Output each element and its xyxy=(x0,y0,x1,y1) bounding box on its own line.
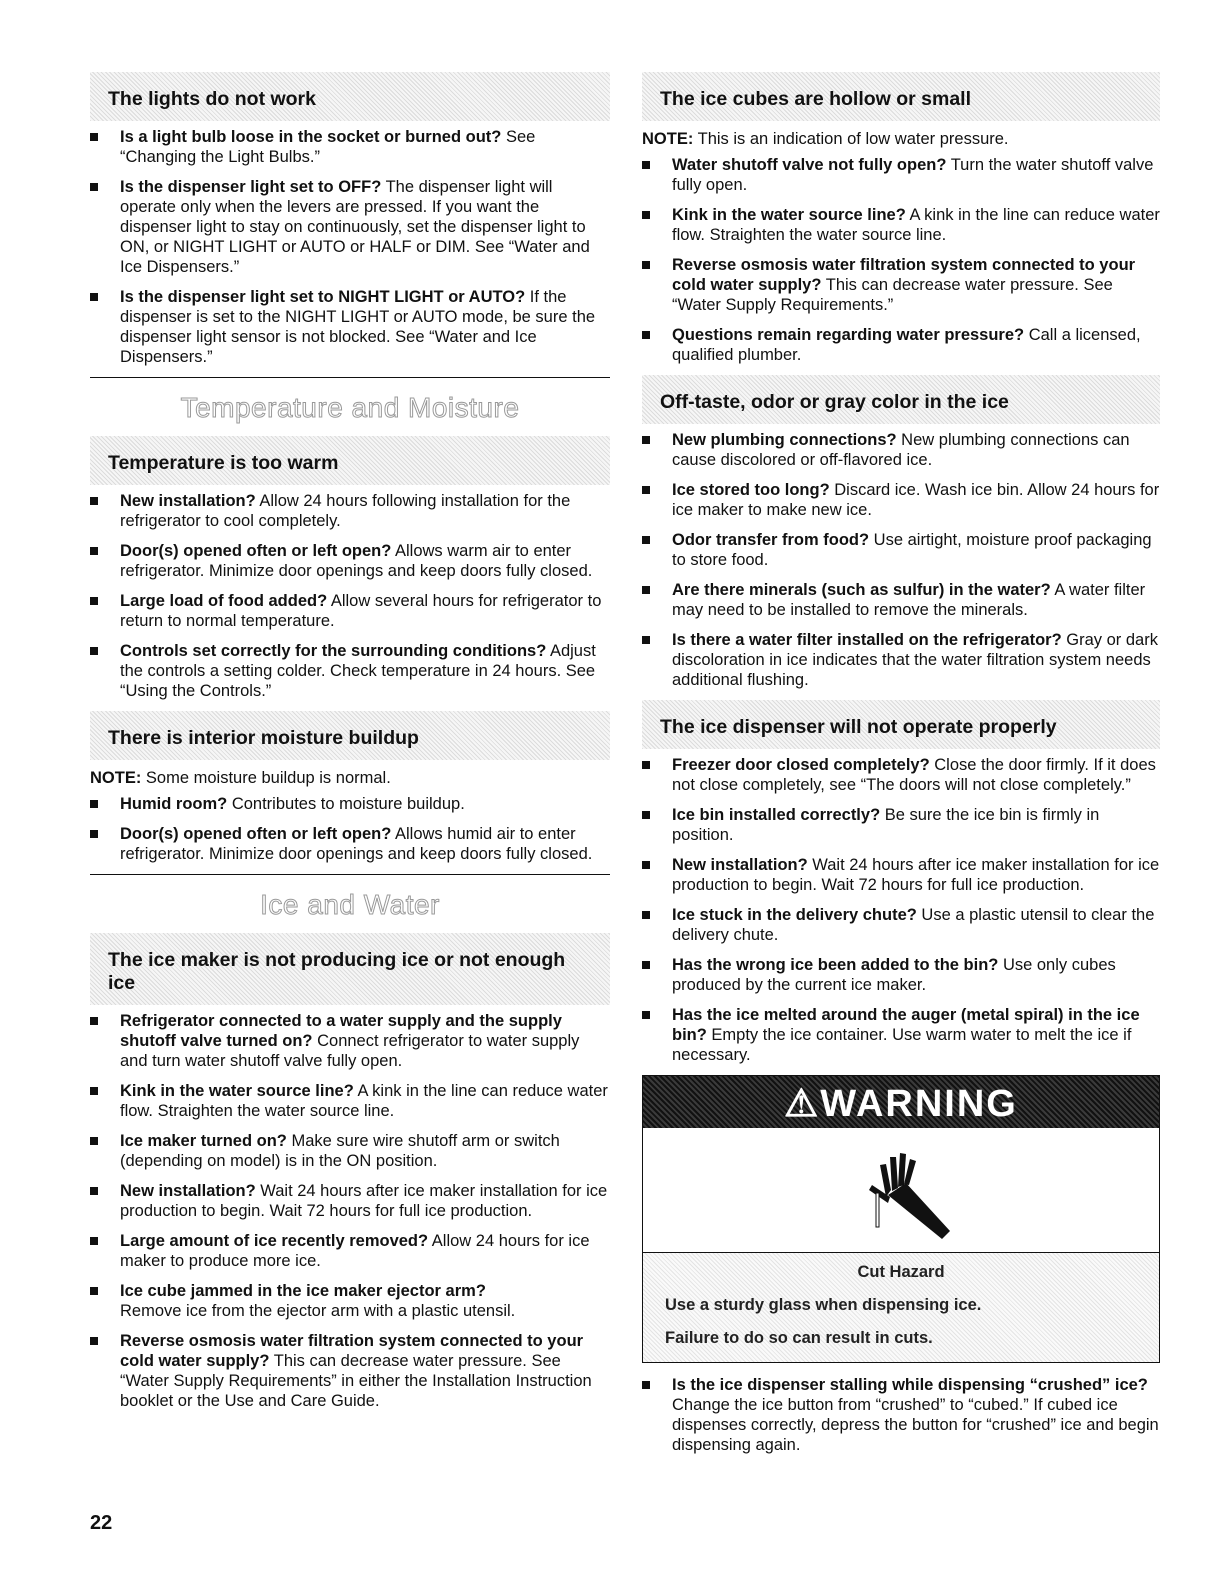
answer: Remove ice from the ejector arm with a plastic utensil. xyxy=(120,1302,516,1320)
question: Questions remain regarding water pressure? xyxy=(672,326,1025,344)
list-item xyxy=(90,1331,610,1411)
answer: New plumbing connections can cause discolored or off-flavored ice. xyxy=(672,431,1130,469)
answer: Allows warm air to enter refrigerator. Minimize door openings and keep doors fully closed. xyxy=(120,542,593,580)
list-temperature xyxy=(90,491,610,701)
section-heading xyxy=(90,72,610,121)
list-item xyxy=(642,805,1160,845)
answer: Make sure wire shutoff arm or switch (depending on model) is in the ON position. xyxy=(120,1132,560,1170)
list-item xyxy=(90,491,610,531)
question: New installation? xyxy=(672,856,808,874)
question: Kink in the water source line? xyxy=(672,206,906,224)
heading-temperature-warm: Temperature is too warm xyxy=(108,452,339,474)
section-heading xyxy=(90,711,610,760)
section-title-ice-water: Ice and Water xyxy=(90,874,610,929)
cut-hand-icon xyxy=(846,1135,956,1245)
list-item xyxy=(90,541,610,581)
section-heading xyxy=(90,436,610,485)
list-dispenser xyxy=(642,755,1160,1065)
list-item xyxy=(642,855,1160,895)
answer: Gray or dark discoloration in ice indicates that the water filtration system needs additional flushing. xyxy=(672,631,1158,689)
list-item xyxy=(90,177,610,277)
question: Humid room? xyxy=(120,795,228,813)
question: Is the ice dispenser stalling while dispensing “crushed” ice? xyxy=(672,1376,1148,1394)
warning-title: ⚠WARNING xyxy=(643,1076,1159,1128)
question: Ice stored too long? xyxy=(672,481,830,499)
note-label: NOTE: xyxy=(642,130,694,148)
answer: Allows humid air to enter refrigerator. Minimize door openings and keep doors fully closed. xyxy=(120,825,593,863)
answer: Connect refrigerator to water supply and turn water shutoff valve fully open. xyxy=(120,1032,580,1070)
question: Door(s) opened often or left open? xyxy=(120,825,392,843)
warning-box xyxy=(642,1075,1160,1363)
question: Refrigerator connected to a water supply and the supply shutoff valve turned on? xyxy=(120,1012,562,1050)
list-item xyxy=(90,824,610,864)
hazard-title: Cut Hazard xyxy=(857,1263,945,1281)
note xyxy=(90,768,610,788)
question: Ice bin installed correctly? xyxy=(672,806,881,824)
question: Controls set correctly for the surrounding conditions? xyxy=(120,642,547,660)
answer: Wait 24 hours after ice maker installation for ice production to begin. Wait 72 hours for full ice production. xyxy=(672,856,1160,894)
list-item xyxy=(90,1231,610,1271)
warning-icon-area xyxy=(643,1128,1159,1253)
answer: Discard ice. Wash ice bin. Allow 24 hours for ice maker to make new ice. xyxy=(672,481,1160,519)
list-item xyxy=(90,287,610,367)
question: Reverse osmosis water filtration system connected to your cold water supply? xyxy=(672,256,1136,294)
answer: Use a plastic utensil to clear the delivery chute. xyxy=(672,906,1155,944)
note-text: Some moisture buildup is normal. xyxy=(141,769,391,787)
list-item xyxy=(90,1011,610,1071)
list-item xyxy=(90,1281,610,1321)
question: Has the wrong ice been added to the bin? xyxy=(672,956,999,974)
answer: Call a licensed, qualified plumber. xyxy=(672,326,1141,364)
answer: Use airtight, moisture proof packaging to store food. xyxy=(672,531,1152,569)
left-column xyxy=(90,72,610,1421)
list-item xyxy=(642,755,1160,795)
list-hollow xyxy=(642,155,1160,365)
answer: See “Changing the Light Bulbs.” xyxy=(120,128,536,166)
answer: Change the ice button from “crushed” to “cubed.” If cubed ice dispenses correctly, depress the button for “crushed” ice and begin dispensing again. xyxy=(672,1396,1159,1454)
question: Odor transfer from food? xyxy=(672,531,870,549)
answer: Wait 24 hours after ice maker installation for ice production to begin. Wait 72 hours for full ice production. xyxy=(120,1182,608,1220)
page-number: 22 xyxy=(90,1512,113,1534)
heading-lights: The lights do not work xyxy=(108,88,316,110)
list-item xyxy=(642,1005,1160,1065)
list-item xyxy=(642,430,1160,470)
answer: Turn the water shutoff valve fully open. xyxy=(672,156,1154,194)
answer: This can decrease water pressure. See “Water Supply Requirements.” xyxy=(672,276,1113,314)
right-column xyxy=(642,72,1160,1465)
question: Ice stuck in the delivery chute? xyxy=(672,906,917,924)
list-item xyxy=(642,580,1160,620)
answer: Use only cubes produced by the current ice maker. xyxy=(672,956,1116,994)
answer: Allow several hours for refrigerator to return to normal temperature. xyxy=(120,592,602,630)
list-item xyxy=(90,1131,610,1171)
answer: Allow 24 hours following installation for the refrigerator to cool completely. xyxy=(120,492,571,530)
list-item xyxy=(642,480,1160,520)
warning-body xyxy=(643,1253,1159,1362)
question: Water shutoff valve not fully open? xyxy=(672,156,947,174)
list-item xyxy=(90,794,610,814)
question: New plumbing connections? xyxy=(672,431,897,449)
answer: Empty the ice container. Use warm water to melt the ice if necessary. xyxy=(672,1026,1132,1064)
answer: Allow 24 hours for ice maker to produce more ice. xyxy=(120,1232,590,1270)
list-item xyxy=(90,641,610,701)
section-heading xyxy=(642,700,1160,749)
question: New installation? xyxy=(120,1182,256,1200)
list-off-taste xyxy=(642,430,1160,690)
question: Reverse osmosis water filtration system connected to your cold water supply? xyxy=(120,1332,584,1370)
list-item xyxy=(642,255,1160,315)
list-after-warning xyxy=(642,1375,1160,1455)
question: Kink in the water source line? xyxy=(120,1082,354,1100)
list-item xyxy=(90,591,610,631)
question: Ice maker turned on? xyxy=(120,1132,287,1150)
note-label: NOTE: xyxy=(90,769,142,787)
answer: Close the door firmly. If it does not close completely, see “The doors will not close completely.” xyxy=(672,756,1156,794)
question: Is a light bulb loose in the socket or burned out? xyxy=(120,128,502,146)
question: Is there a water filter installed on the refrigerator? xyxy=(672,631,1062,649)
answer: Be sure the ice bin is firmly in position. xyxy=(672,806,1100,844)
heading-dispenser: The ice dispenser will not operate properly xyxy=(660,716,1057,738)
answer: Contributes to moisture buildup. xyxy=(227,795,465,813)
list-item xyxy=(90,127,610,167)
question: Are there minerals (such as sulfur) in the water? xyxy=(672,581,1051,599)
question: Is the dispenser light set to NIGHT LIGHT or AUTO? xyxy=(120,288,526,306)
question: Large amount of ice recently removed? xyxy=(120,1232,429,1250)
note xyxy=(642,129,1160,149)
answer: This can decrease water pressure. See “Water Supply Requirements” in either the Installation Instruction booklet or the Use and Care Guide. xyxy=(120,1352,592,1410)
list-item xyxy=(642,325,1160,365)
heading-moisture: There is interior moisture buildup xyxy=(108,727,419,749)
list-item xyxy=(642,205,1160,245)
list-item xyxy=(642,905,1160,945)
question: Door(s) opened often or left open? xyxy=(120,542,392,560)
list-item xyxy=(642,955,1160,995)
list-item xyxy=(642,630,1160,690)
answer: A kink in the line can reduce water flow. Straighten the water source line. xyxy=(672,206,1160,244)
heading-hollow: The ice cubes are hollow or small xyxy=(660,88,972,110)
question: Freezer door closed completely? xyxy=(672,756,930,774)
list-item xyxy=(642,1375,1160,1455)
answer: The dispenser light will operate only when the levers are pressed. If you want the dispenser light to stay on continuously, set the dispenser light to ON, or NIGHT LIGHT or AUTO or HALF or DIM. See “Water and Ice Dispensers.” xyxy=(120,178,590,276)
list-item xyxy=(642,155,1160,195)
heading-ice-maker: The ice maker is not producing ice or not enough ice xyxy=(108,949,566,994)
list-ice-maker xyxy=(90,1011,610,1411)
answer: If the dispenser is set to the NIGHT LIGHT or AUTO mode, be sure the dispenser light sensor is not blocked. See “Water and Ice Dispensers.” xyxy=(120,288,596,366)
note-text: This is an indication of low water pressure. xyxy=(693,130,1009,148)
answer: A kink in the line can reduce water flow. Straighten the water source line. xyxy=(120,1082,608,1120)
list-lights xyxy=(90,127,610,367)
heading-off-taste: Off-taste, odor or gray color in the ice xyxy=(660,391,1009,413)
question: Has the ice melted around the auger (metal spiral) in the ice bin? xyxy=(672,1006,1140,1044)
section-heading xyxy=(642,72,1160,121)
question: New installation? xyxy=(120,492,256,510)
warning-line-2: Failure to do so can result in cuts. xyxy=(665,1329,933,1347)
list-item xyxy=(642,530,1160,570)
warning-line-1: Use a sturdy glass when dispensing ice. xyxy=(665,1296,982,1314)
answer: A water filter may need to be installed to remove the minerals. xyxy=(672,581,1146,619)
section-title-temperature: Temperature and Moisture xyxy=(90,377,610,432)
section-heading xyxy=(90,933,610,1005)
list-item xyxy=(90,1081,610,1121)
list-moisture xyxy=(90,794,610,864)
question: Is the dispenser light set to OFF? xyxy=(120,178,382,196)
list-item xyxy=(90,1181,610,1221)
answer: Adjust the controls a setting colder. Check temperature in 24 hours. See “Using the Controls.” xyxy=(120,642,596,700)
section-heading xyxy=(642,375,1160,424)
question: Large load of food added? xyxy=(120,592,328,610)
question: Ice cube jammed in the ice maker ejector arm? xyxy=(120,1282,486,1300)
